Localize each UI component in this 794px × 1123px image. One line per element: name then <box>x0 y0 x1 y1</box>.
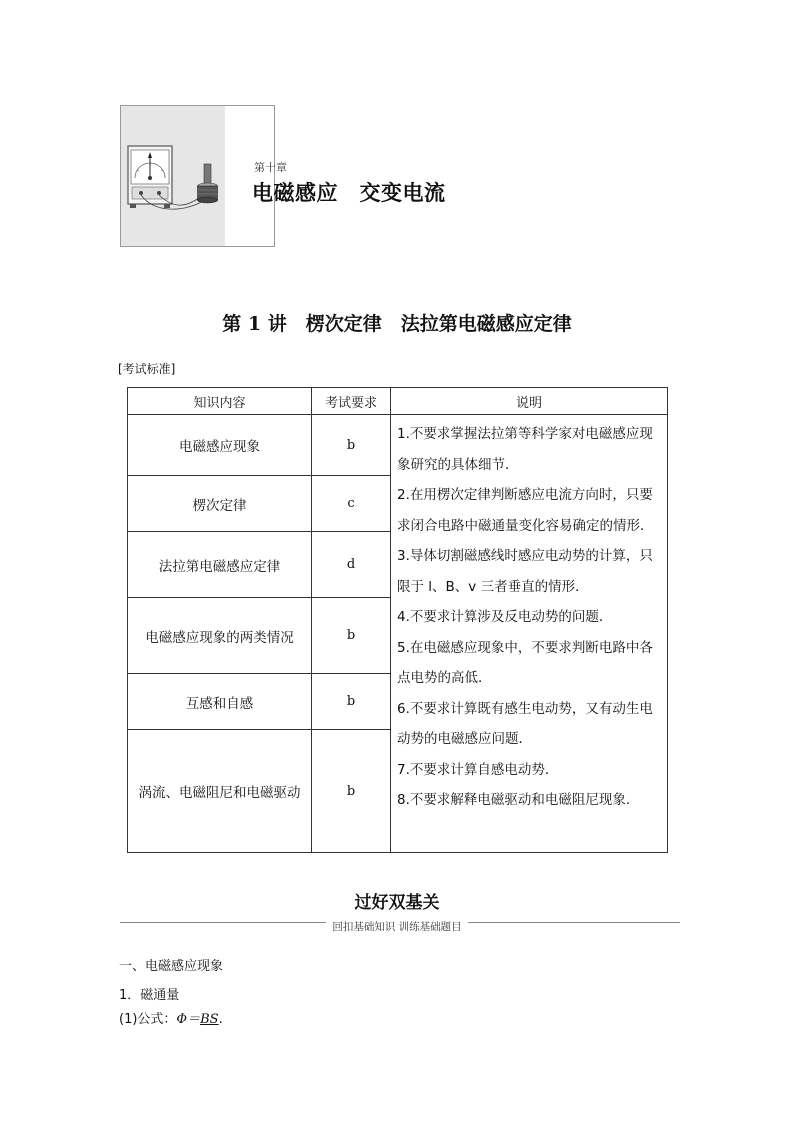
header-notes: 说明 <box>391 388 668 415</box>
knowledge-cell: 电磁感应现象的两类情况 <box>128 598 312 674</box>
flux-formula <box>176 1012 218 1027</box>
exam-standard-label: [考试标准] <box>118 362 176 376</box>
knowledge-cell: 电磁感应现象 <box>128 415 312 476</box>
knowledge-cell: 楞次定律 <box>128 476 312 532</box>
header-knowledge: 知识内容 <box>128 388 312 415</box>
note-item: 6.不要求计算既有感生电动势，又有动生电动势的电磁感应问题． <box>397 700 653 747</box>
note-item: 8.不要求解释电磁驱动和电磁阻尼现象. <box>397 792 631 808</box>
note-item: 2.在用楞次定律判断感应电流方向时，只要求闭合电路中磁通量变化容易确定的情形． <box>397 487 654 534</box>
table-header-row <box>128 388 668 415</box>
requirement-cell: b <box>312 730 391 853</box>
requirement-cell: b <box>312 415 391 476</box>
formula-rhs: BS <box>200 1012 219 1027</box>
requirement-cell: d <box>312 532 391 598</box>
note-item: 5.在电磁感应现象中，不要求判断电路中各点电势的高低． <box>397 639 653 686</box>
knowledge-cell: 互感和自感 <box>128 674 312 730</box>
note-item: 3.导体切割磁感线时感应电动势的计算，只限于 l、B、v 三者垂直的情形． <box>397 548 653 595</box>
note-item: 7.不要求计算自感电动势． <box>397 761 559 778</box>
galvanometer-coil-illustration <box>125 140 221 216</box>
formula-lhs: Φ＝ <box>176 1012 201 1027</box>
chapter-label: 第十章 <box>254 161 287 174</box>
exam-standards-table <box>127 387 668 853</box>
requirement-cell: c <box>312 476 391 532</box>
heading-magnetic-flux: 1．磁通量 <box>119 988 180 1003</box>
formula-end: . <box>218 1012 223 1027</box>
basics-section-title: 过好双基关 <box>354 893 440 913</box>
header-requirement: 考试要求 <box>312 388 391 415</box>
basics-subtitle-wrap <box>0 915 794 934</box>
requirement-cell: b <box>312 598 391 674</box>
knowledge-cell: 涡流、电磁阻尼和电磁驱动 <box>128 730 312 853</box>
requirement-cell: b <box>312 674 391 730</box>
chapter-banner <box>120 105 275 247</box>
flux-formula-line <box>119 1008 223 1027</box>
formula-prefix: (1)公式： <box>119 1012 177 1027</box>
knowledge-cell: 法拉第电磁感应定律 <box>128 532 312 598</box>
note-item: 1.不要求掌握法拉第等科学家对电磁感应现象研究的具体细节． <box>397 426 653 473</box>
table-row <box>128 415 668 476</box>
heading-electromagnetic-induction: 一、电磁感应现象 <box>119 959 224 974</box>
chapter-title: 电磁感应 交变电流 <box>252 181 446 205</box>
basics-subtitle: 回扣基础知识 训练基础题目 <box>326 921 467 933</box>
lecture-title: 第 1 讲 楞次定律 法拉第电磁感应定律 <box>222 313 572 335</box>
notes-cell <box>391 415 668 853</box>
note-item: 4.不要求计算涉及反电动势的问题． <box>397 609 613 625</box>
